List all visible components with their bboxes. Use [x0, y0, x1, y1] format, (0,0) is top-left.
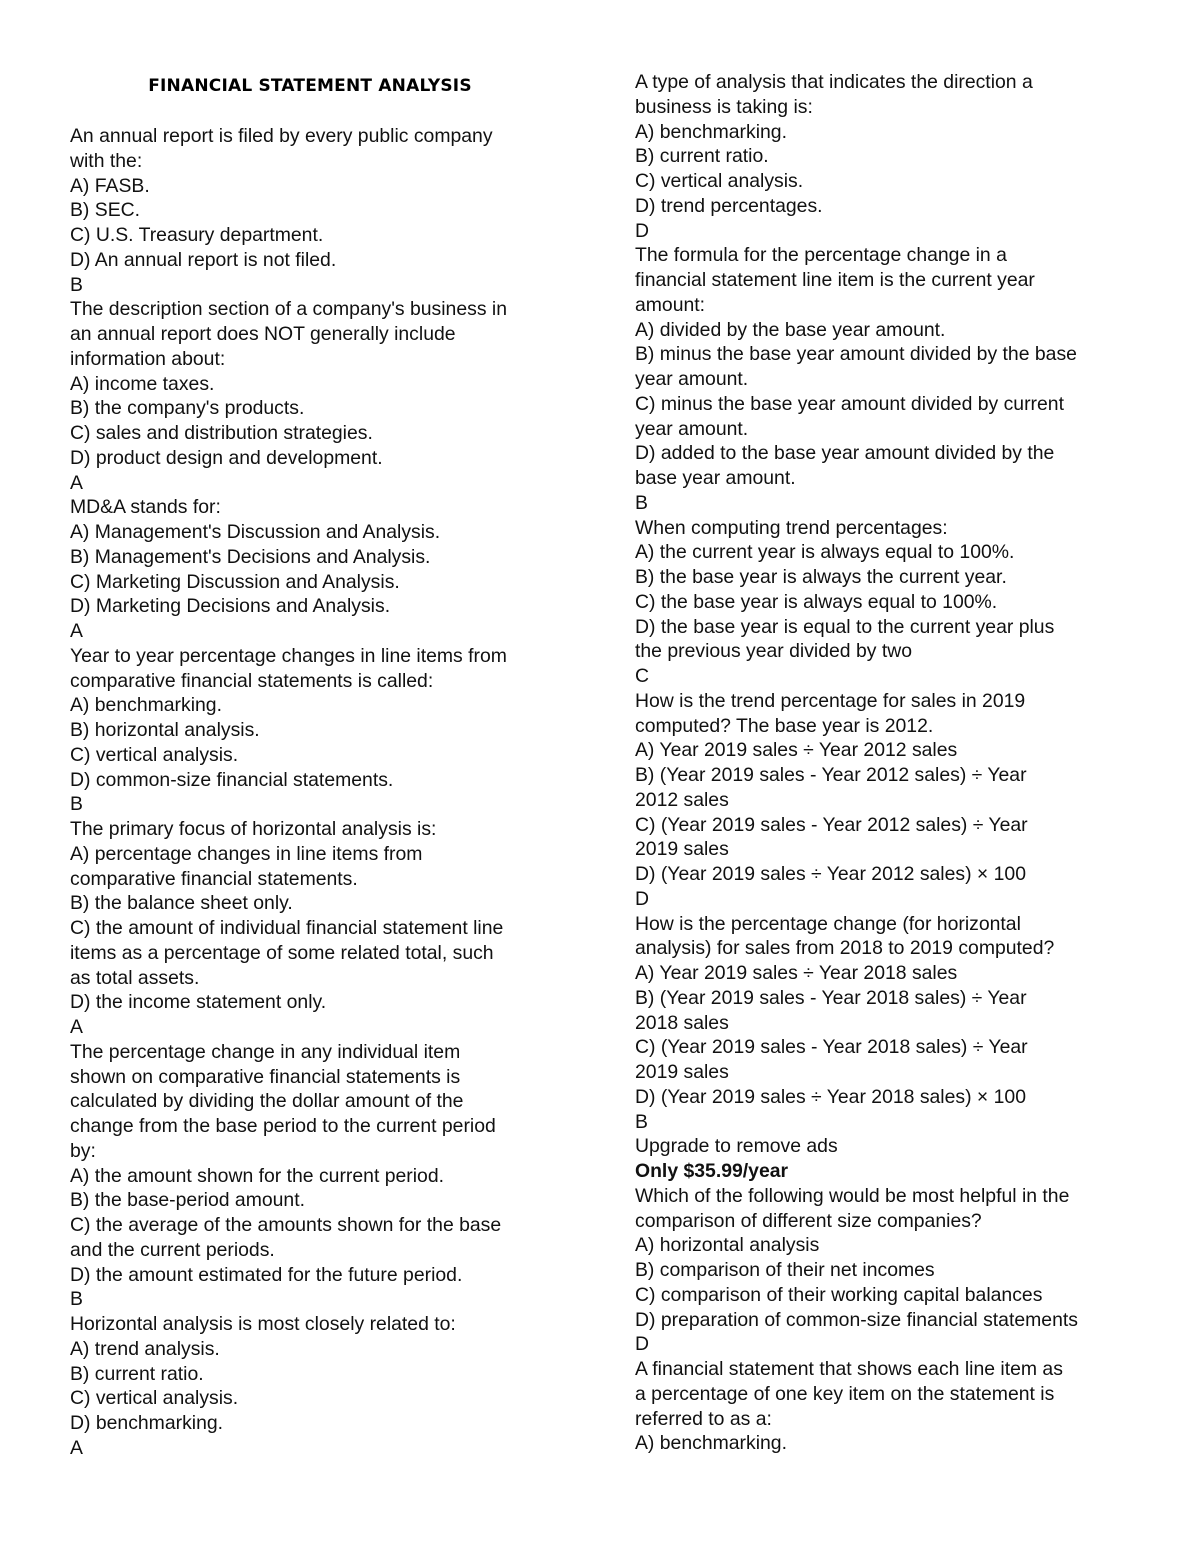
text-line: year amount. [635, 417, 749, 440]
document-title: FINANCIAL STATEMENT ANALYSIS [148, 76, 472, 96]
text-line: calculated by dividing the dollar amount of the [70, 1090, 464, 1113]
text-line: A) horizontal analysis [635, 1234, 820, 1257]
text-line: amount: [635, 293, 706, 316]
text-line: A) trend analysis. [70, 1337, 220, 1360]
text-line: the previous year divided by two [635, 640, 913, 663]
text-line: information about: [70, 347, 226, 370]
text-line: B [70, 1288, 83, 1311]
text-line: D [635, 1333, 650, 1356]
text-line: The percentage change in any individual item [70, 1040, 461, 1063]
text-line: MD&A stands for: [70, 496, 221, 519]
text-line: C [635, 665, 650, 687]
text-line: A) divided by the base year amount. [635, 318, 946, 341]
text-line: How is the percentage change (for horizontal [635, 912, 1021, 935]
text-line: A [70, 471, 83, 494]
text-line: Horizontal analysis is most closely related to: [70, 1313, 456, 1335]
text-line: C) vertical analysis. [635, 170, 804, 192]
text-line: by: [70, 1139, 96, 1162]
text-line: B) SEC. [70, 199, 141, 222]
text-line: D) An annual report is not filed. [70, 248, 337, 271]
text-line: A) percentage changes in line items from [70, 842, 423, 865]
text-line: D) common-size financial statements. [70, 768, 394, 791]
text-line: B) horizontal analysis. [70, 719, 260, 741]
right-column [635, 70, 1145, 1456]
text-line: an annual report does NOT generally include [70, 323, 456, 345]
text-line: comparative financial statements is called: [70, 669, 434, 692]
text-line: A) the current year is always equal to 100%. [635, 541, 1015, 564]
text-line: B) the company's products. [70, 397, 305, 420]
text-line: D) Marketing Decisions and Analysis. [70, 595, 391, 618]
text-line: B) the balance sheet only. [70, 892, 293, 915]
text-line: year amount. [635, 368, 749, 390]
text-line: C) the amount of individual financial statement line [70, 917, 504, 939]
text-line: An annual report is filed by every public company [70, 125, 493, 147]
text-line: Year to year percentage changes in line items from [70, 644, 507, 667]
text-line: comparative financial statements. [70, 867, 358, 890]
text-line: C) comparison of their working capital balances [635, 1283, 1043, 1306]
text-line: When computing trend percentages: [635, 516, 948, 539]
text-line: change from the base period to the current period [70, 1115, 496, 1137]
text-line: B) current ratio. [635, 145, 769, 168]
text-line: referred to as a: [635, 1407, 772, 1430]
text-line: B) comparison of their net incomes [635, 1259, 935, 1281]
text-line: comparison of different size companies? [635, 1209, 982, 1232]
text-line: D) the income statement only. [70, 991, 327, 1014]
text-line: 2018 sales [635, 1011, 729, 1034]
text-line: D) benchmarking. [70, 1412, 224, 1434]
text-line: C) vertical analysis. [70, 743, 239, 766]
text-line: B [70, 793, 83, 816]
text-line: A type of analysis that indicates the direction a [635, 71, 1033, 93]
text-line: Which of the following would be most helpful in the [635, 1184, 1070, 1207]
text-line: D) (Year 2019 sales ÷ Year 2018 sales) × 100 [635, 1085, 1026, 1108]
text-line: A) Year 2019 sales ÷ Year 2012 sales [635, 739, 958, 762]
text-line: The description section of a company's business in [70, 298, 507, 321]
text-line: Upgrade to remove ads [635, 1135, 838, 1158]
text-line: A [70, 1436, 83, 1459]
text-line: D) trend percentages. [635, 194, 823, 217]
text-line: D) product design and development. [70, 446, 383, 469]
text-line: C) (Year 2019 sales - Year 2012 sales) ÷ Year [635, 813, 1028, 836]
text-line: A) benchmarking. [635, 1432, 787, 1455]
text-line: A) FASB. [70, 174, 150, 197]
text-line: B [635, 491, 648, 514]
text-line: B) (Year 2019 sales - Year 2018 sales) ÷ Year [635, 986, 1027, 1009]
text-line: computed? The base year is 2012. [635, 714, 934, 737]
text-line: C) minus the base year amount divided by current [635, 392, 1064, 415]
text-line: 2019 sales [635, 1061, 729, 1083]
text-line: B) (Year 2019 sales - Year 2012 sales) ÷ Year [635, 764, 1027, 786]
text-line: Only $35.99/year [635, 1160, 789, 1182]
text-line: A [70, 1016, 83, 1038]
text-line: B) minus the base year amount divided by the base [635, 343, 1077, 366]
text-line: A financial statement that shows each line item as [635, 1358, 1063, 1380]
text-line: C) vertical analysis. [70, 1387, 239, 1410]
text-line: C) U.S. Treasury department. [70, 224, 324, 246]
text-line: How is the trend percentage for sales in 2019 [635, 689, 1026, 712]
text-line: a percentage of one key item on the statement is [635, 1382, 1055, 1405]
text-line: B [635, 1110, 648, 1133]
text-line: D) the amount estimated for the future period. [70, 1263, 463, 1286]
text-line: A) income taxes. [70, 372, 215, 395]
text-line: analysis) for sales from 2018 to 2019 computed? [635, 937, 1055, 960]
text-line: B) the base year is always the current year. [635, 566, 1007, 588]
text-line: The formula for the percentage change in a [635, 244, 1007, 267]
text-line: A) the amount shown for the current period. [70, 1164, 445, 1187]
text-line: B) Management's Decisions and Analysis. [70, 545, 431, 568]
text-line: C) the base year is always equal to 100%. [635, 590, 998, 613]
text-line: C) the average of the amounts shown for the base [70, 1214, 502, 1236]
text-line: 2012 sales [635, 788, 729, 811]
text-line: D) preparation of common-size financial statements [635, 1308, 1078, 1331]
text-line: 2019 sales [635, 838, 729, 861]
text-line: B) the base-period amount. [70, 1189, 305, 1212]
text-line: The primary focus of horizontal analysis is: [70, 818, 437, 840]
text-line: shown on comparative financial statements is [70, 1065, 461, 1088]
text-line: A [70, 620, 83, 642]
text-line: A) benchmarking. [635, 120, 787, 143]
text-line: D) (Year 2019 sales ÷ Year 2012 sales) × 100 [635, 863, 1026, 885]
text-line: business is taking is: [635, 95, 813, 118]
left-column [70, 124, 570, 1461]
text-line: C) Marketing Discussion and Analysis. [70, 570, 400, 593]
text-line: A) Management's Discussion and Analysis. [70, 521, 441, 543]
text-line: B) current ratio. [70, 1362, 204, 1385]
text-line: C) sales and distribution strategies. [70, 422, 373, 444]
text-line: and the current periods. [70, 1238, 275, 1261]
text-line: financial statement line item is the current year [635, 269, 1035, 291]
text-line: C) (Year 2019 sales - Year 2018 sales) ÷ Year [635, 1036, 1028, 1059]
text-line: A) Year 2019 sales ÷ Year 2018 sales [635, 962, 958, 984]
text-line: base year amount. [635, 467, 796, 489]
text-line: with the: [70, 149, 143, 172]
text-line: as total assets. [70, 966, 200, 989]
text-line: D [635, 219, 650, 242]
text-line: D) added to the base year amount divided by the [635, 442, 1055, 465]
text-line: items as a percentage of some related total, such [70, 941, 494, 964]
text-line: B [70, 273, 83, 296]
text-line: D) the base year is equal to the current year plus [635, 615, 1055, 638]
text-line: A) benchmarking. [70, 694, 222, 717]
text-line: D [635, 887, 650, 910]
